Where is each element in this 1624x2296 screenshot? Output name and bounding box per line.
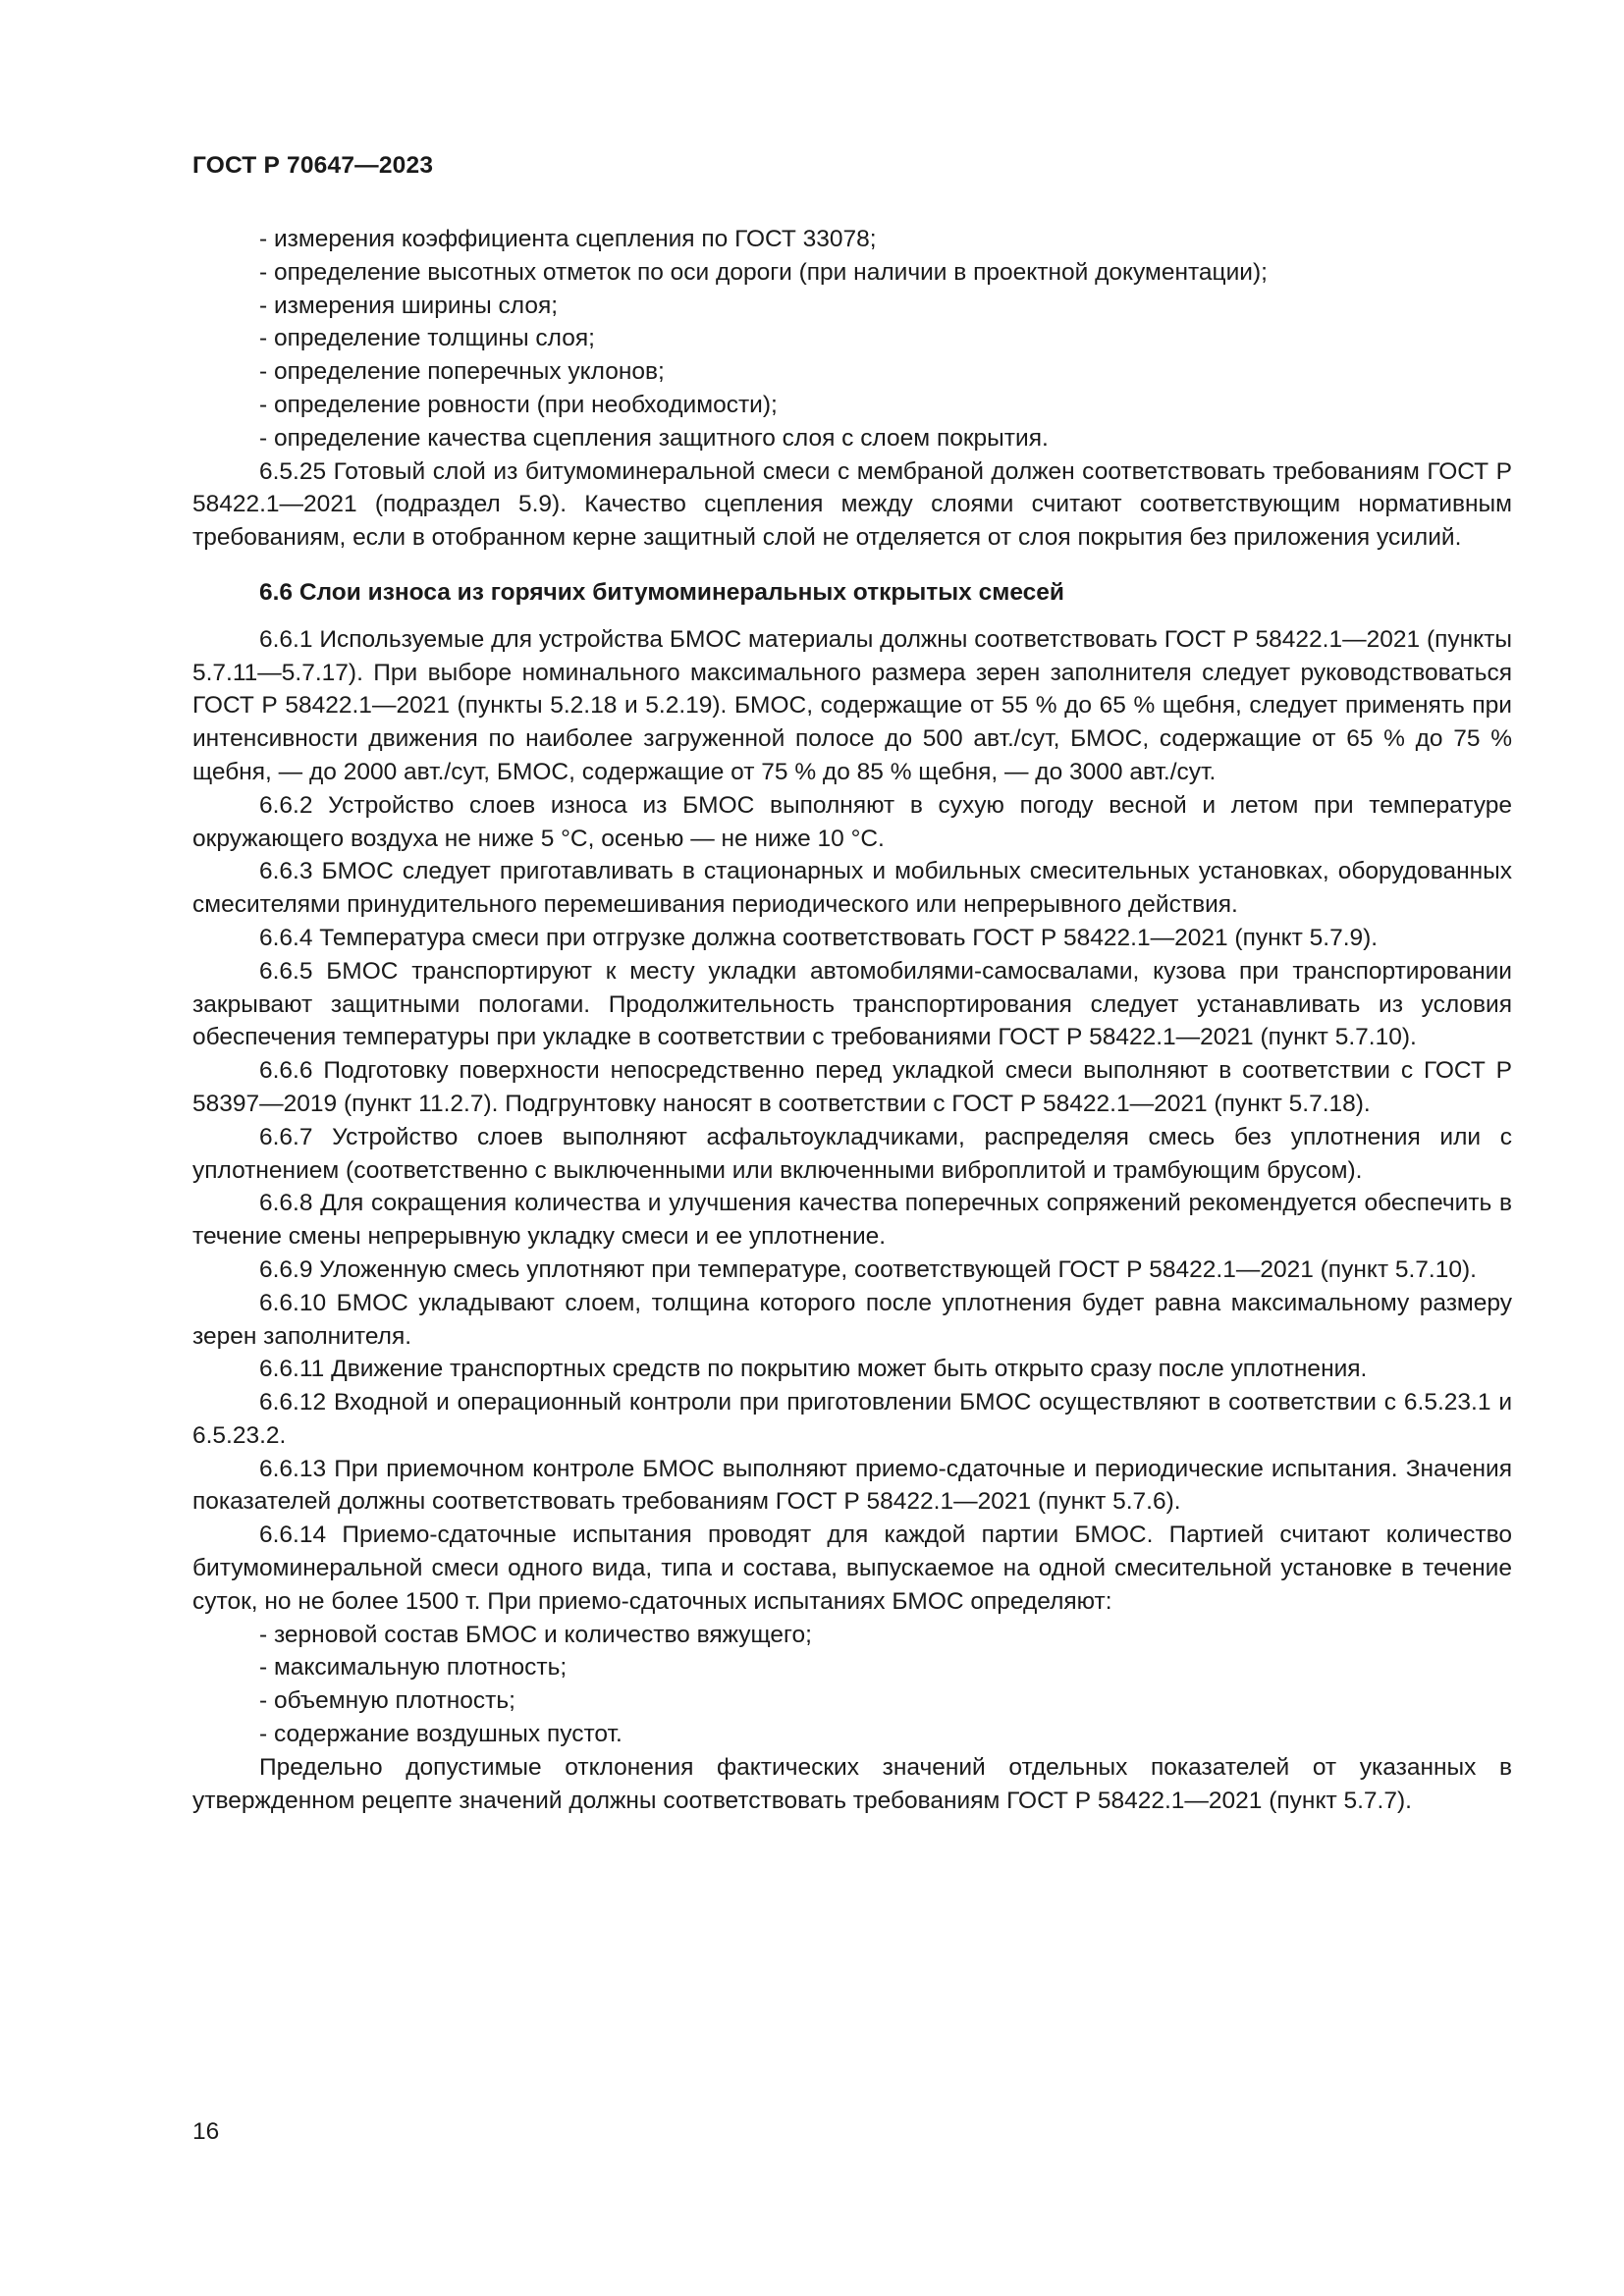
list-item: - содержание воздушных пустот. (259, 1721, 623, 1748)
paragraph-6-6-10: 6.6.10 БМОС укладывают слоем, толщина которого после уплотнения будет равна максимальному размеру зерен заполнителя. (192, 1289, 1512, 1350)
section-heading-6-6: 6.6 Слои износа из горячих битумоминеральных открытых смесей (259, 578, 1064, 606)
list-item: - зерновой состав БМОС и количество вяжущего; (259, 1621, 812, 1648)
paragraph-6-6-11: 6.6.11 Движение транспортных средств по покрытию может быть открыто сразу после уплотнения. (259, 1356, 1368, 1383)
paragraph-closing: Предельно допустимые отклонения фактических значений отдельных показателей от указанных в утвержденном рецепте значений должны соответствовать требованиям ГОСТ Р 58422.1—2021 (пункт 5.7.7). (192, 1753, 1512, 1814)
list-item: - определение качества сцепления защитного слоя с слоем покрытия. (259, 424, 1049, 452)
list-item: - определение поперечных уклонов; (259, 358, 665, 386)
paragraph-6-6-6: 6.6.6 Подготовку поверхности непосредственно перед укладкой смеси выполняют в соответствии с ГОСТ Р 58397—2019 (пункт 11.2.7). Подгрунтовку наносят в соответствии с ГОСТ Р 58422.1—2021 (пункт 5.7.18). (192, 1057, 1512, 1117)
paragraph-6-6-9: 6.6.9 Уложенную смесь уплотняют при температуре, соответствующей ГОСТ Р 58422.1—2021 (пункт 5.7.10). (259, 1255, 1477, 1283)
list-item: - измерения коэффициента сцепления по ГОСТ 33078; (259, 226, 877, 252)
list-item: - измерения ширины слоя; (259, 292, 559, 319)
paragraph-6-6-14: 6.6.14 Приемо-сдаточные испытания проводят для каждой партии БМОС. Партией считают количество битумоминеральной смеси одного вида, типа и состава, выпускаемое на одной смесительной установке в течение суток, но не более 1500 т. При приемо-сдаточных испытаниях БМОС определяют: (192, 1522, 1512, 1615)
list-item: - определение ровности (при необходимости); (259, 391, 778, 418)
document-code-header: ГОСТ Р 70647—2023 (192, 152, 434, 179)
list-item: - определение высотных отметок по оси дороги (при наличии в проектной документации); (259, 258, 1268, 286)
paragraph-6-6-4: 6.6.4 Температура смеси при отгрузке должна соответствовать ГОСТ Р 58422.1—2021 (пункт 5.7.9). (259, 924, 1379, 951)
list-item: - объемную плотность; (259, 1687, 515, 1715)
list-item: - максимальную плотность; (259, 1654, 568, 1682)
paragraph-6-5-25: 6.5.25 Готовый слой из битумоминеральной смеси с мембраной должен соответствовать требованиям ГОСТ Р 58422.1—2021 (подраздел 5.9). Качество сцепления между слоями считают соответствующим нормативным требованиям, если в отобранном керне защитный слой не отделяется от слоя покрытия без приложения усилий. (192, 457, 1512, 552)
paragraph-6-6-3: 6.6.3 БМОС следует приготавливать в стационарных и мобильных смесительных установках, оборудованных смесителями принудительного перемешивания периодического или непрерывного действия. (192, 858, 1512, 919)
paragraph-6-6-1: 6.6.1 Используемые для устройства БМОС материалы должны соответствовать ГОСТ Р 58422.1—2021 (пункты 5.7.11—5.7.17). При выборе номинального максимального размера зерен заполнителя следует руководствоваться ГОСТ Р 58422.1—2021 (пункты 5.2.18 и 5.2.19). БМОС, содержащие от 55 % до 65 % щебня, следует применять при интенсивности движения по наиболее загруженной полосе до 500 авт./сут, БМОС, содержащие от 65 % до 75 % щебня, — до 2000 авт./сут, БМОС, содержащие от 75 % до 85 % щебня, — до 3000 авт./сут. (192, 625, 1512, 785)
page-number: 16 (192, 2118, 220, 2145)
paragraph-6-6-5: 6.6.5 БМОС транспортируют к месту укладки автомобилями-самосвалами, кузова при транспортировании закрывают защитными пологами. Продолжительность транспортирования следует устанавливать из условия обеспечения температуры при укладке в соответствии с требованиями ГОСТ Р 58422.1—2021 (пункт 5.7.10). (192, 957, 1512, 1051)
paragraph-6-6-7: 6.6.7 Устройство слоев выполняют асфальтоукладчиками, распределяя смесь без уплотнения или с уплотнением (соответственно с выключенными или включенными виброплитой и трамбующим брусом). (192, 1123, 1512, 1184)
paragraph-6-6-12: 6.6.12 Входной и операционный контроли при приготовлении БМОС осуществляют в соответствии с 6.5.23.1 и 6.5.23.2. (192, 1389, 1512, 1449)
paragraph-6-6-8: 6.6.8 Для сокращения количества и улучшения качества поперечных сопряжений рекомендуется обеспечить в течение смены непрерывную укладку смеси и ее уплотнение. (192, 1190, 1512, 1251)
paragraph-6-6-13: 6.6.13 При приемочном контроле БМОС выполняют приемо-сдаточные и периодические испытания. Значения показателей должны соответствовать требованиям ГОСТ Р 58422.1—2021 (пункт 5.7.6). (192, 1455, 1512, 1516)
paragraph-6-6-2: 6.6.2 Устройство слоев износа из БМОС выполняют в сухую погоду весной и летом при температуре окружающего воздуха не ниже 5 °С, осенью — не ниже 10 °С. (192, 791, 1512, 852)
document-body (192, 223, 1512, 1817)
list-item: - определение толщины слоя; (259, 325, 595, 352)
